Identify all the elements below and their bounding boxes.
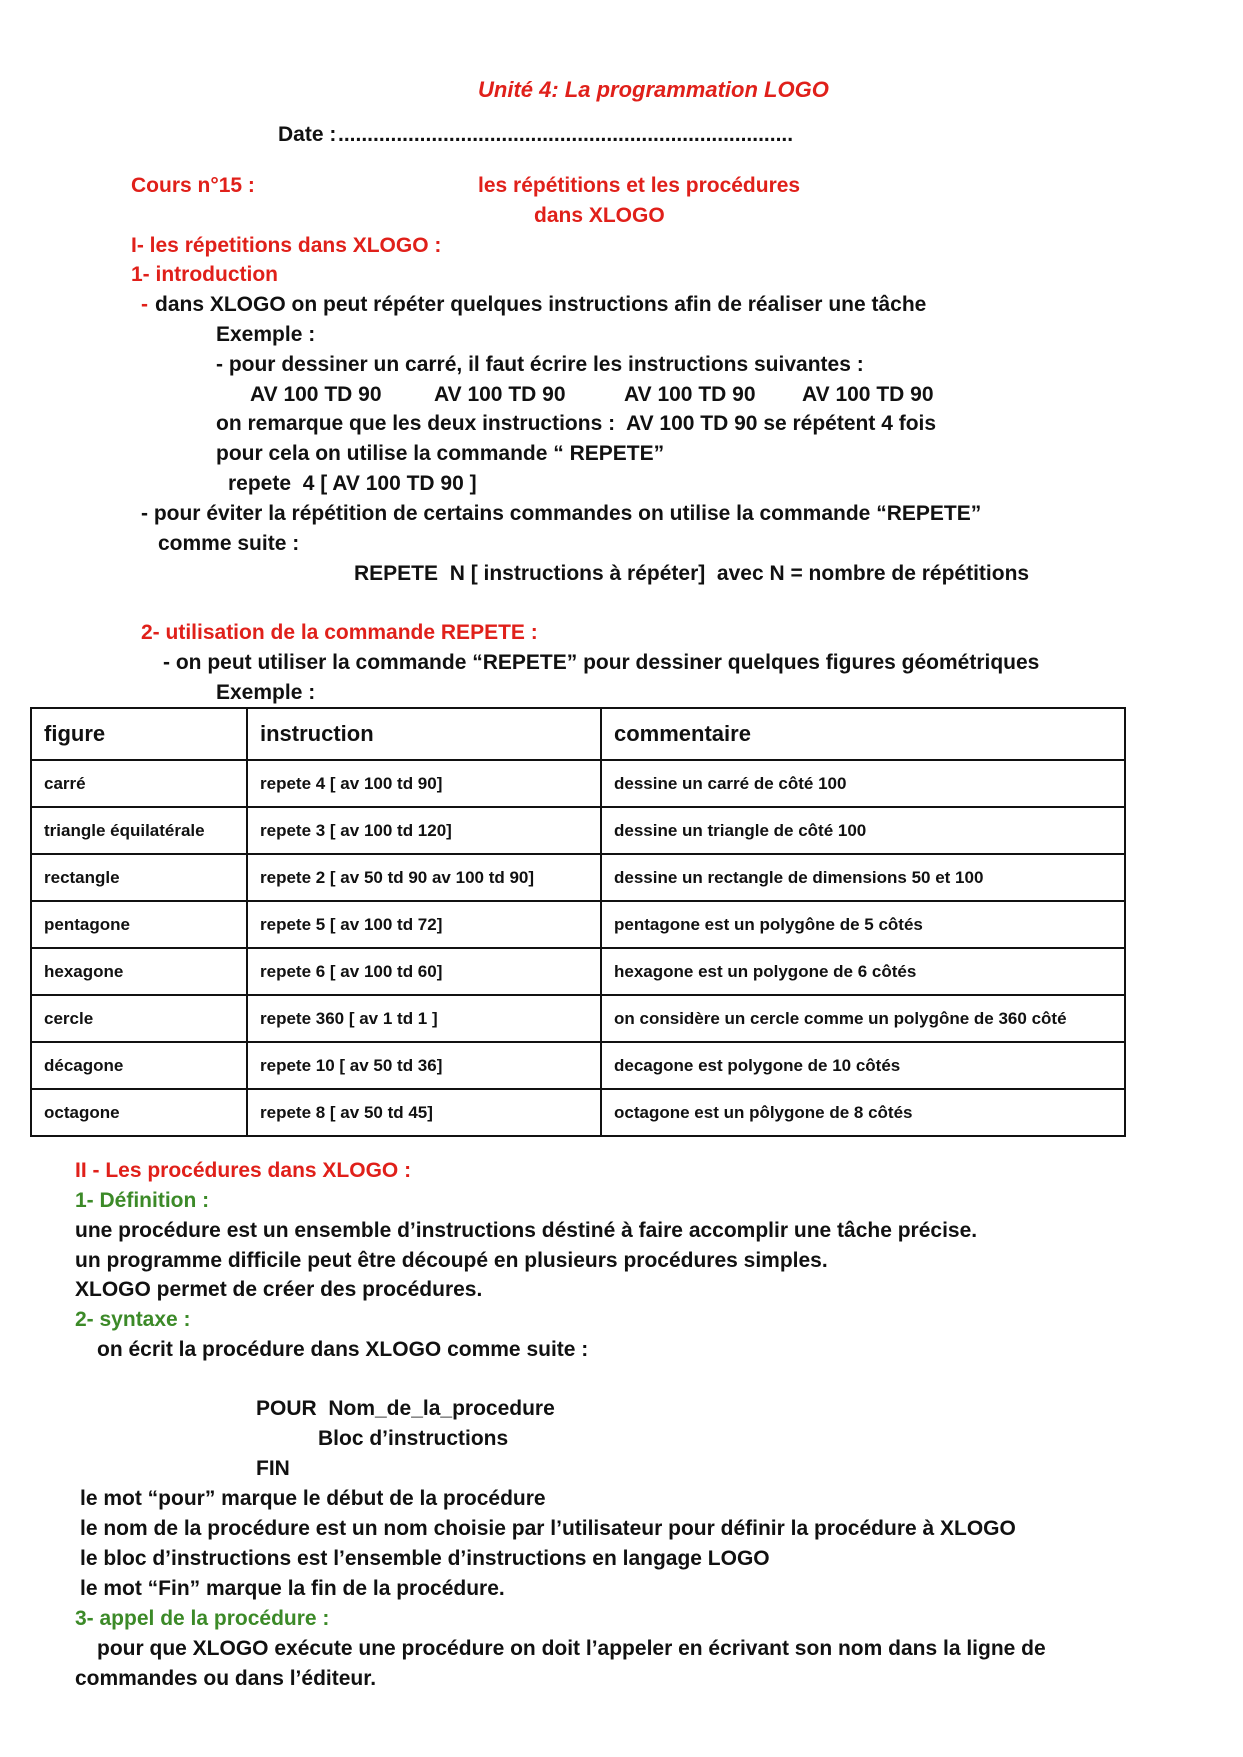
cell-instruction: repete 360 [ av 1 td 1 ] bbox=[247, 995, 601, 1042]
section1-sub2: 2- utilisation de la commande REPETE : bbox=[141, 621, 538, 644]
section2-sub2: 2- syntaxe : bbox=[75, 1308, 191, 1331]
remarque-text: on remarque que les deux instructions : AV 100 TD 90 se répétent 4 fois bbox=[216, 412, 937, 435]
cell-commentaire: hexagone est un polygone de 6 côtés bbox=[601, 948, 1125, 995]
cell-instruction: repete 6 [ av 100 td 60] bbox=[247, 948, 601, 995]
definition-line-2: un programme difficile peut être découpé en plusieurs procédures simples. bbox=[75, 1249, 828, 1272]
table-row bbox=[31, 760, 1125, 807]
table-row bbox=[31, 995, 1125, 1042]
cmd-4: AV 100 TD 90 bbox=[802, 383, 934, 406]
cell-instruction: repete 4 [ av 100 td 90] bbox=[247, 760, 601, 807]
table-row bbox=[31, 854, 1125, 901]
date-dots: .............................................................................. bbox=[338, 123, 794, 146]
date-label: Date : bbox=[278, 123, 337, 146]
comme-suite-text: comme suite : bbox=[158, 532, 300, 555]
exemple-label: Exemple : bbox=[216, 323, 316, 346]
cell-figure: pentagone bbox=[31, 901, 247, 948]
table-row bbox=[31, 807, 1125, 854]
cmd-2: AV 100 TD 90 bbox=[434, 383, 566, 406]
cours-number: Cours n°15 : bbox=[131, 174, 255, 197]
cell-figure: octagone bbox=[31, 1089, 247, 1136]
cell-commentaire: pentagone est un polygône de 5 côtés bbox=[601, 901, 1125, 948]
cours-title-line1: les répétitions et les procédures bbox=[478, 174, 801, 197]
section1-heading: I- les répetitions dans XLOGO : bbox=[131, 234, 442, 257]
table-row bbox=[31, 1042, 1125, 1089]
header-instruction: instruction bbox=[247, 708, 601, 760]
cours-title-line2: dans XLOGO bbox=[534, 204, 665, 227]
cmd-1: AV 100 TD 90 bbox=[250, 383, 382, 406]
appel-line-2: commandes ou dans l’éditeur. bbox=[75, 1667, 377, 1690]
cell-instruction: repete 3 [ av 100 td 120] bbox=[247, 807, 601, 854]
cell-commentaire: dessine un carré de côté 100 bbox=[601, 760, 1125, 807]
cell-figure: rectangle bbox=[31, 854, 247, 901]
cell-instruction: repete 10 [ av 50 td 36] bbox=[247, 1042, 601, 1089]
table-row bbox=[31, 1089, 1125, 1136]
cell-figure: hexagone bbox=[31, 948, 247, 995]
exemple2-label: Exemple : bbox=[216, 681, 316, 704]
page-title: Unité 4: La programmation LOGO bbox=[478, 77, 829, 102]
section2-heading: II - Les procédures dans XLOGO : bbox=[75, 1159, 412, 1182]
table-row bbox=[31, 901, 1125, 948]
explanation-line-4: le mot “Fin” marque la fin de la procédure. bbox=[80, 1577, 505, 1600]
cell-commentaire: on considère un cercle comme un polygône de 360 côté bbox=[601, 995, 1125, 1042]
figures-table bbox=[30, 707, 1126, 1137]
code-fin: FIN bbox=[256, 1457, 290, 1480]
cell-commentaire: octagone est un pôlygone de 8 côtés bbox=[601, 1089, 1125, 1136]
definition-line-3: XLOGO permet de créer des procédures. bbox=[75, 1278, 483, 1301]
table-row bbox=[31, 948, 1125, 995]
cell-instruction: repete 8 [ av 50 td 45] bbox=[247, 1089, 601, 1136]
cmd-3: AV 100 TD 90 bbox=[624, 383, 756, 406]
pour-cela-text: pour cela on utilise la commande “ REPETE” bbox=[216, 442, 665, 465]
table-header-row bbox=[31, 708, 1125, 760]
cell-figure: décagone bbox=[31, 1042, 247, 1089]
section2-sub1: 1- Définition : bbox=[75, 1189, 210, 1212]
eviter-text: - pour éviter la répétition de certains commandes on utilise la commande “REPETE” bbox=[141, 502, 982, 525]
definition-line-1: une procédure est un ensemble d’instructions déstiné à faire accomplir une tâche précise. bbox=[75, 1219, 978, 1242]
carre-text: - pour dessiner un carré, il faut écrire les instructions suivantes : bbox=[216, 353, 864, 376]
code-pour: POUR Nom_de_la_procedure bbox=[256, 1397, 555, 1420]
syntaxe-intro: on écrit la procédure dans XLOGO comme suite : bbox=[97, 1338, 589, 1361]
cell-commentaire: dessine un rectangle de dimensions 50 et 100 bbox=[601, 854, 1125, 901]
cell-figure: carré bbox=[31, 760, 247, 807]
repete-example: repete 4 [ AV 100 TD 90 ] bbox=[228, 472, 477, 495]
explanation-line-3: le bloc d’instructions est l’ensemble d’instructions en langage LOGO bbox=[80, 1547, 770, 1570]
appel-line-1: pour que XLOGO exécute une procédure on doit l’appeler en écrivant son nom dans la ligne de bbox=[97, 1637, 1046, 1660]
utiliser-text: - on peut utiliser la commande “REPETE” pour dessiner quelques figures géométriques bbox=[163, 651, 1040, 674]
section1-sub1: 1- introduction bbox=[131, 263, 278, 286]
cell-figure: triangle équilatérale bbox=[31, 807, 247, 854]
cell-commentaire: dessine un triangle de côté 100 bbox=[601, 807, 1125, 854]
cell-commentaire: decagone est polygone de 10 côtés bbox=[601, 1042, 1125, 1089]
explanation-line-1: le mot “pour” marque le début de la procédure bbox=[80, 1487, 546, 1510]
explanation-line-2: le nom de la procédure est un nom choisie par l’utilisateur pour définir la procédure à XLOGO bbox=[80, 1517, 1016, 1540]
intro-dash: - bbox=[141, 293, 148, 316]
cell-instruction: repete 5 [ av 100 td 72] bbox=[247, 901, 601, 948]
header-figure: figure bbox=[31, 708, 247, 760]
code-bloc: Bloc d’instructions bbox=[318, 1427, 509, 1450]
header-commentaire: commentaire bbox=[601, 708, 1125, 760]
cell-figure: cercle bbox=[31, 995, 247, 1042]
intro-text: dans XLOGO on peut répéter quelques instructions afin de réaliser une tâche bbox=[155, 293, 927, 316]
cell-instruction: repete 2 [ av 50 td 90 av 100 td 90] bbox=[247, 854, 601, 901]
section2-sub3: 3- appel de la procédure : bbox=[75, 1607, 330, 1630]
repete-syntax: REPETE N [ instructions à répéter] avec N = nombre de répétitions bbox=[354, 562, 1030, 585]
